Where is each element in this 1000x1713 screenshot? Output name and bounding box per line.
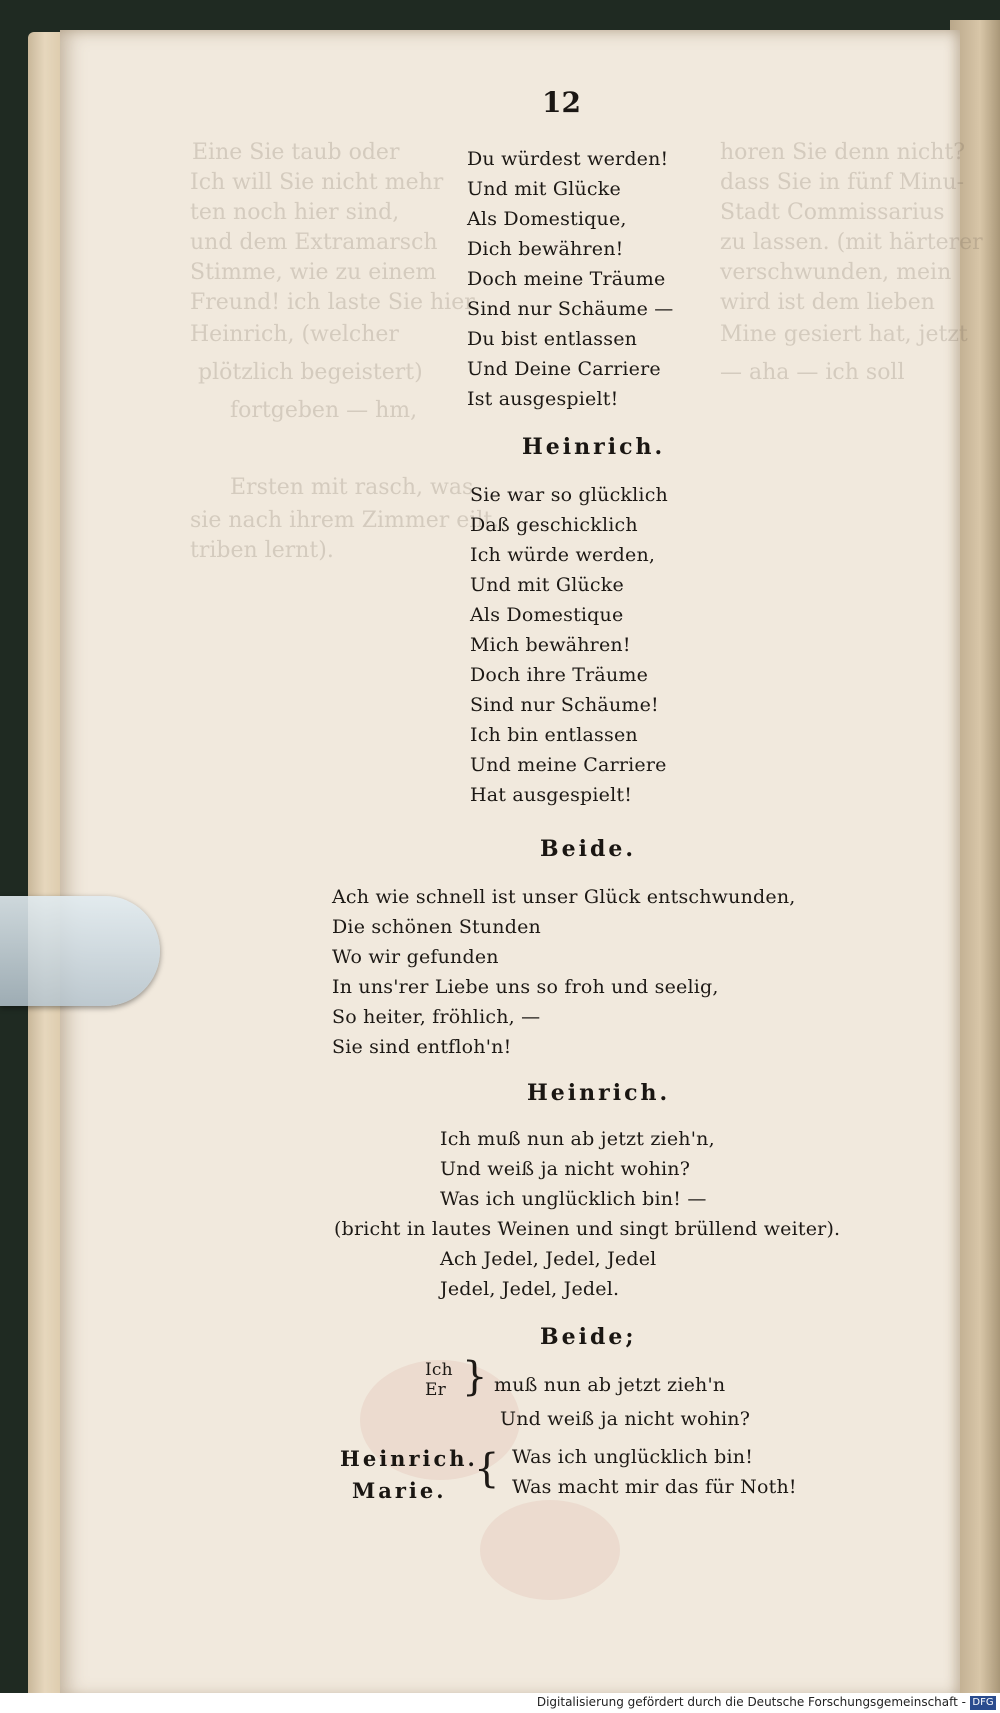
verse-line: Du bist entlassen	[467, 328, 638, 350]
bleed-text: Stimme, wie zu einem	[190, 260, 437, 285]
bleed-text: Ich will Sie nicht mehr	[190, 170, 444, 195]
bleed-text: zu lassen. (mit härterer	[720, 230, 983, 255]
bleed-text: Freund! ich laste Sie hier	[190, 290, 475, 315]
final-speaker: Marie.	[352, 1478, 447, 1503]
verse-line: Ich würde werden,	[470, 544, 656, 566]
verse-line: Die schönen Stunden	[332, 916, 541, 938]
verse-line: Was ich unglücklich bin! —	[440, 1188, 707, 1210]
bleed-text: Mine gesiert hat, jetzt	[720, 322, 968, 347]
pronoun-label: Ich	[425, 1360, 453, 1380]
brace-glyph: {	[474, 1446, 500, 1492]
page-clip	[0, 896, 160, 1006]
brace-glyph: }	[462, 1354, 488, 1400]
verse-line: Und weiß ja nicht wohin?	[500, 1408, 751, 1430]
verse-line: Ich muß nun ab jetzt zieh'n,	[440, 1128, 715, 1150]
verse-line: Doch meine Träume	[467, 268, 666, 290]
verse-line: Ich bin entlassen	[470, 724, 638, 746]
verse-line: Als Domestique,	[467, 208, 627, 230]
verse-line: Ist ausgespielt!	[467, 388, 619, 410]
verse-line: Sie war so glücklich	[470, 484, 668, 506]
verse-line: Sie sind entfloh'n!	[332, 1036, 512, 1058]
speaker-heading: Heinrich.	[522, 434, 666, 460]
stage-direction: (bricht in lautes Weinen und singt brüllend weiter).	[334, 1218, 841, 1240]
verse-line: In uns'rer Liebe uns so froh und seelig,	[332, 976, 719, 998]
verse-line: Hat ausgespielt!	[470, 784, 633, 806]
bleed-text: Stadt Commissarius	[720, 200, 945, 225]
verse-line: So heiter, fröhlich, —	[332, 1006, 541, 1028]
verse-line: Sind nur Schäume!	[470, 694, 659, 716]
bleed-text: Eine Sie taub oder	[192, 140, 400, 165]
bleed-text: Heinrich, (welcher	[190, 322, 399, 347]
bleed-text: dass Sie in fünf Minu-	[720, 170, 965, 195]
verse-line: Jedel, Jedel, Jedel.	[440, 1278, 620, 1300]
speaker-heading: Heinrich.	[527, 1080, 671, 1106]
footer-credit: Digitalisierung gefördert durch die Deutsche Forschungsgemeinschaft -	[536, 1695, 966, 1709]
paper-stain	[480, 1500, 620, 1600]
verse-line: Und weiß ja nicht wohin?	[440, 1158, 691, 1180]
verse-line: Und mit Glücke	[467, 178, 621, 200]
verse-line: Als Domestique	[470, 604, 624, 626]
final-speaker: Heinrich.	[340, 1446, 478, 1471]
dfg-logo: DFG	[970, 1696, 996, 1710]
verse-line: Mich bewähren!	[470, 634, 631, 656]
verse-line: Dich bewähren!	[467, 238, 624, 260]
bleed-text: verschwunden, mein	[720, 260, 952, 285]
verse-line: Wo wir gefunden	[332, 946, 499, 968]
verse-line: Ach wie schnell ist unser Glück entschwunden,	[332, 886, 796, 908]
verse-line: Ach Jedel, Jedel, Jedel	[440, 1248, 657, 1270]
pronoun-label: Er	[425, 1380, 446, 1400]
bleed-text: horen Sie denn nicht?	[720, 140, 965, 165]
bleed-text: sie nach ihrem Zimmer eilt,	[190, 508, 500, 533]
verse-line: Und mit Glücke	[470, 574, 624, 596]
verse-line: Was macht mir das für Noth!	[512, 1476, 797, 1498]
bleed-text: triben lernt).	[190, 538, 334, 563]
verse-line: Sind nur Schäume —	[467, 298, 674, 320]
bleed-text: ten noch hier sind,	[190, 200, 400, 225]
verse-line: Daß geschicklich	[470, 514, 638, 536]
verse-line: muß nun ab jetzt zieh'n	[494, 1374, 726, 1396]
verse-line: Was ich unglücklich bin!	[512, 1446, 754, 1468]
bleed-text: fortgeben — hm,	[230, 398, 418, 423]
verse-line: Und Deine Carriere	[467, 358, 661, 380]
bleed-text: und dem Extramarsch	[190, 230, 438, 255]
bleed-text: plötzlich begeistert)	[198, 360, 423, 385]
page-number: 12	[542, 86, 581, 119]
verse-line: Und meine Carriere	[470, 754, 667, 776]
verse-line: Doch ihre Träume	[470, 664, 649, 686]
speaker-heading: Beide;	[540, 1324, 637, 1350]
speaker-heading: Beide.	[540, 836, 636, 862]
verse-line: Du würdest werden!	[467, 148, 669, 170]
bleed-text: wird ist dem lieben	[720, 290, 935, 315]
bleed-text: — aha — ich soll	[720, 360, 905, 385]
bleed-text: Ersten mit rasch, was	[230, 475, 474, 500]
